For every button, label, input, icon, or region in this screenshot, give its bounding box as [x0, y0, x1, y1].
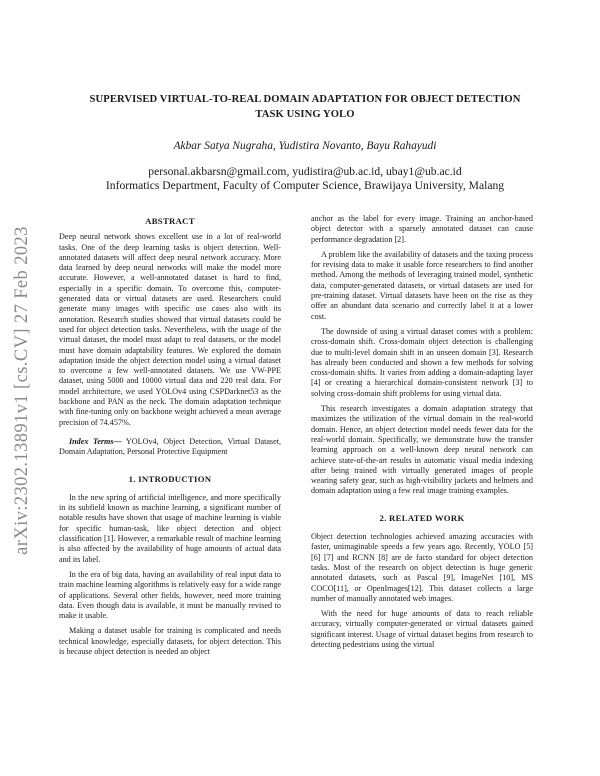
affiliation: Informatics Department, Faculty of Computer Science, Brawijaya University, Malang [105, 179, 505, 192]
intro-paragraph-1: In the new spring of artificial intelligence, and more specifically in its subfield known as machine learning, a significant number of notable results have shown that usage of machine learning is viable for specific human-task, like object detection and object classification [1]. However, a remarkable result of machine learning is also affected by the availability of huge amounts of actual data and its label. [59, 492, 281, 564]
right-column [311, 214, 533, 650]
index-terms-label: Index Terms— [69, 436, 122, 446]
intro-paragraph-3: Making a dataset usable for training is complicated and needs technical knowledge, especially datasets, for object detection. This is because object detection is needed an object [59, 626, 281, 656]
paper-title [60, 93, 550, 122]
arxiv-stamp [2, 195, 42, 585]
arxiv-stamp-text: arXiv:2302.13891v1 [cs.CV] 27 Feb 2023 [11, 225, 32, 555]
abstract-text: Deep neural network shows excellent use in a lot of real-world tasks. One of the deep learning tasks is object detection. Well-annotated datasets will affect deep neural network accuracy. More data learned by deep neural networks will make the model more accurate. However, a well-annotated dataset is hard to find, especially in a specific domain. To overcome this, computer-generated data or virtual datasets are used. Researchers could generate many images with specific use cases also with its annotation. Research studies showed that virtual datasets could be used for object detection tasks. Nevertheless, with the usage of the virtual dataset, the model must adapt to real datasets, or the model must have domain adaptability features. We explored the domain adaptation inside the object detection model using a virtual dataset to overcome a few well-annotated datasets. We use VW-PPE dataset, using 5000 and 10000 virtual data and 220 real data. For model architecture, we used YOLOv4 using CSPDarknet53 as the backbone and PAN as the neck. The domain adaptation technique with fine-tuning only on backbone weight achieved a mean average precision of 74.457%. [59, 232, 281, 427]
author-emails: personal.akbarsn@gmail.com, yudistira@ub.ac.id, ubay1@ub.ac.id [148, 165, 462, 178]
introduction-heading: 1. INTRODUCTION [128, 473, 212, 484]
index-terms [59, 437, 281, 458]
abstract-heading: ABSTRACT [145, 216, 195, 226]
authors: Akbar Satya Nugraha, Yudistira Novanto, Bayu Rahayudi [173, 140, 437, 152]
intro-paragraph-2: In the era of big data, having an availability of real input data to train machine learning algorithms is relatively easy for a wide range of applications. Several other fields, however, need more training data. Even though data is available, it must be manually revised to make it usable. [59, 569, 281, 621]
right-paragraph-1: anchor as the label for every image. Training an anchor-based object detector with a sparsely annotated dataset can cause performance degradation [2]. [311, 214, 533, 244]
index-terms-text: YOLOv4, Object Detection, Virtual Dataset, Domain Adaptation, Personal Protective Equipment [59, 436, 281, 457]
right-paragraph-3: The downside of using a virtual dataset comes with a problem: cross-domain shift. Cross-domain object detection is challenging due to multi-level domain shift in an unseen domain [3]. Research has already been conducted and shown a few methods for solving cross-domain shifts. It varies from adding a domain-adapting layer [4] or creating a hierarchical domain-consistent network [3] to solving cross-domain shift problems for using virtual data. [311, 326, 533, 398]
right-paragraph-2: A problem like the availability of datasets and the taxing process for revising data to make it usable force researchers to find another method. Among the methods of leveraging trained model, synthetic data, computer-generated datasets, or virtual datasets are used for pre-training dataset. Virtual datasets have been on the rise as they offer an abundant data scenario and correctly label it at a lower cost. [311, 249, 533, 321]
related-paragraph-2: With the need for huge amounts of data to reach reliable accuracy, virtually computer-generated or virtual datasets gained significant interest. Usage of virtual dataset begins from research to detecting pedestrians using the virtual [311, 609, 533, 649]
title-line-1: SUPERVISED VIRTUAL-TO-REAL DOMAIN ADAPTATION FOR OBJECT DETECTION [89, 94, 521, 105]
right-paragraph-4: This research investigates a domain adaptation strategy that maximizes the utilization of the virtual domain in the real-world domain. Hence, an object detection model needs fewer data for the real-world domain. Specifically, we demonstrate how the transfer learning approach on a well-known deep neural network can achieve state-of-the-art results in automatic visual media indexing after being trained with virtually generated images of people wearing safety gear, such as high-visibility jackets and helmets and domain adaptation using a few real image training examples. [311, 404, 533, 496]
related-work-heading: 2. RELATED WORK [379, 512, 465, 523]
related-paragraph-1: Object detection technologies achieved amazing accuracies with faster, unimaginable speeds a few years ago. Recently, YOLO [5] [6] [7] and RCNN [8] are de facto standard for object detection tasks. Most of the research on object detection is huge generic annotated datasets, such as Pascal [9], ImageNet [10], MS COCO[11], or OpenImages[12]. This dataset collects a large number of manually annotated web images. [311, 532, 533, 603]
title-line-2: TASK USING YOLO [255, 108, 355, 120]
left-column [59, 216, 281, 657]
